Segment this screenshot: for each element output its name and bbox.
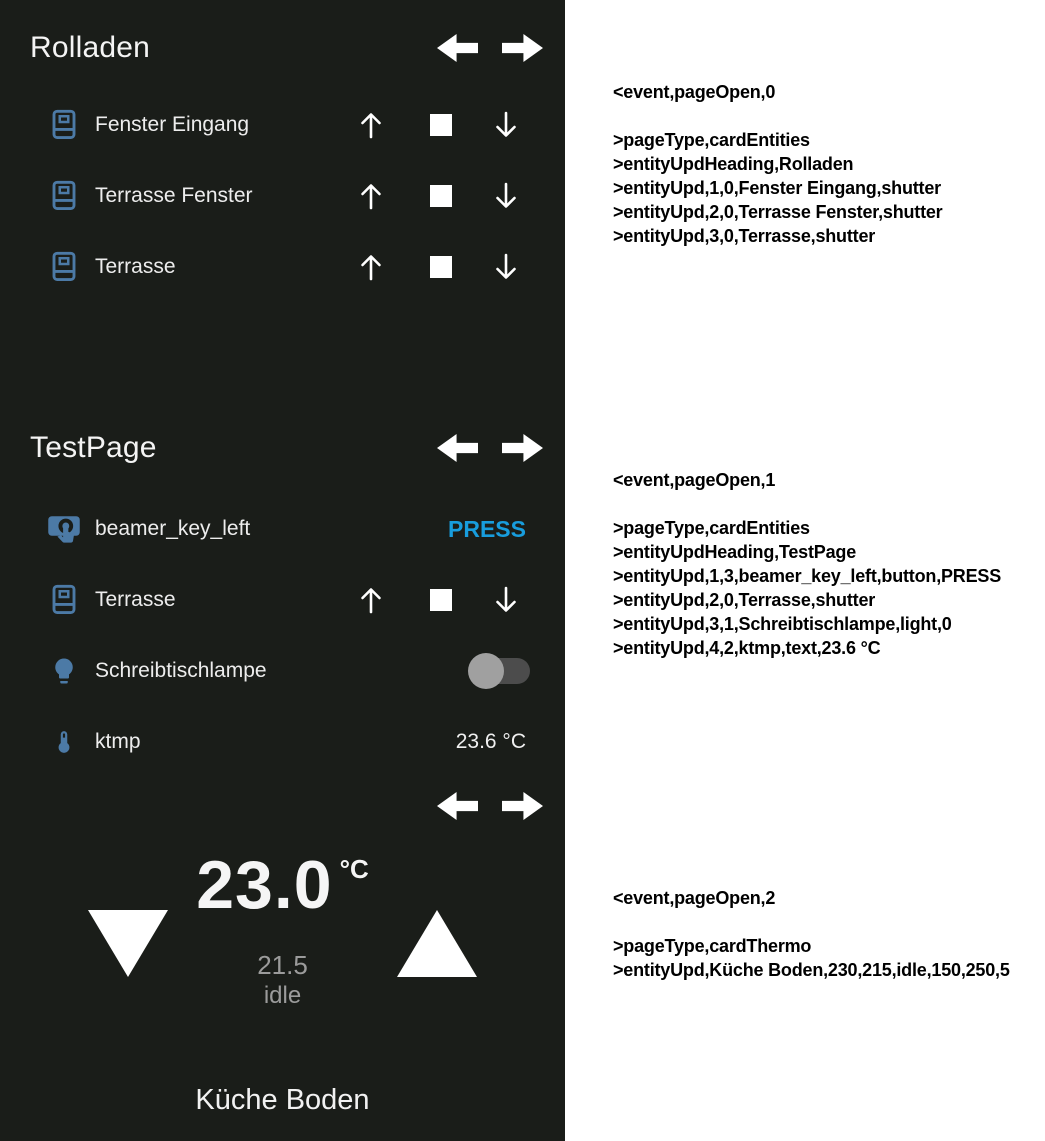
nav-right-arrow-button[interactable] (502, 431, 543, 465)
serial-log-block-page0 (613, 80, 943, 248)
current-temperature-value: 23.0 (196, 847, 333, 923)
nav-right-arrow-button[interactable] (502, 31, 543, 65)
serial-line: >entityUpd,3,1,Schreibtischlampe,light,0 (613, 614, 952, 634)
entity-row (0, 247, 565, 287)
press-button[interactable]: PRESS (448, 509, 526, 549)
card-header (30, 26, 543, 70)
nav-left-arrow-button[interactable] (437, 789, 478, 823)
serial-log-block-page2 (613, 886, 1010, 982)
target-temperature: 21.5 (257, 950, 308, 980)
temperature-unit: °C (339, 854, 369, 884)
window-shutter-icon (44, 105, 84, 145)
arrow-left-icon (437, 789, 478, 823)
arrow-left-icon (437, 31, 478, 65)
page-nav (437, 31, 543, 65)
serial-line: >entityUpd,2,0,Terrasse Fenster,shutter (613, 202, 943, 222)
entity-row (0, 105, 565, 145)
page-title: Rolladen (30, 31, 151, 64)
shutter-down-button[interactable] (484, 105, 528, 145)
serial-line: >entityUpd,1,0,Fenster Eingang,shutter (613, 178, 941, 198)
window-shutter-icon (44, 176, 84, 216)
entity-row (0, 176, 565, 216)
entity-row (0, 651, 565, 691)
serial-event-line: <event,pageOpen,2 (613, 888, 776, 908)
nav-right-arrow-button[interactable] (502, 789, 543, 823)
entity-row (0, 580, 565, 620)
shutter-up-button[interactable] (349, 105, 393, 145)
arrow-up-icon (358, 181, 384, 211)
serial-line: >entityUpd,1,3,beamer_key_left,button,PRESS (613, 566, 1002, 586)
arrow-up-icon (358, 252, 384, 282)
serial-line: >entityUpd,4,2,ktmp,text,23.6 °C (613, 638, 881, 658)
gesture-tap-button-icon (44, 509, 84, 549)
serial-line: >pageType,cardEntities (613, 518, 810, 538)
nav-left-arrow-button[interactable] (437, 431, 478, 465)
serial-line: >entityUpd,3,0,Terrasse,shutter (613, 226, 876, 246)
serial-line: >pageType,cardThermo (613, 936, 812, 956)
shutter-down-button[interactable] (484, 247, 528, 287)
lightbulb-icon (44, 651, 84, 691)
hvac-state: idle (263, 982, 302, 1009)
card-testpage (0, 400, 565, 770)
card-header (30, 426, 543, 470)
shutter-down-button[interactable] (484, 580, 528, 620)
entity-label: Terrasse Fenster (95, 184, 253, 207)
entity-label: Terrasse (95, 255, 176, 278)
light-toggle-switch[interactable] (468, 653, 530, 689)
arrow-right-icon (502, 31, 543, 65)
arrow-left-icon (437, 431, 478, 465)
entity-row (0, 722, 565, 762)
shutter-up-button[interactable] (349, 247, 393, 287)
shutter-stop-button[interactable] (419, 580, 463, 620)
entity-row (0, 509, 565, 549)
serial-log-block-page1 (613, 468, 1001, 660)
serial-line: >entityUpdHeading,TestPage (613, 542, 857, 562)
page-title: TestPage (30, 431, 157, 464)
arrow-down-icon (493, 110, 519, 140)
serial-event-line: <event,pageOpen,1 (613, 470, 776, 490)
serial-line: >pageType,cardEntities (613, 130, 810, 150)
serial-line: >entityUpd,2,0,Terrasse,shutter (613, 590, 876, 610)
thermometer-icon (44, 722, 84, 762)
stop-square-icon (430, 114, 452, 136)
arrow-right-icon (502, 431, 543, 465)
thermostat-title: Küche Boden (195, 1084, 370, 1116)
serial-line: >entityUpd,Küche Boden,230,215,idle,150,250,5 (613, 960, 1010, 980)
arrow-down-icon (493, 585, 519, 615)
entity-label: Fenster Eingang (95, 113, 250, 136)
nav-left-arrow-button[interactable] (437, 31, 478, 65)
shutter-down-button[interactable] (484, 176, 528, 216)
stop-square-icon (430, 185, 452, 207)
stop-square-icon (430, 589, 452, 611)
temperature-value: 23.6 °C (455, 730, 526, 753)
shutter-up-button[interactable] (349, 580, 393, 620)
stop-square-icon (430, 256, 452, 278)
card-thermo (0, 770, 565, 1141)
shutter-stop-button[interactable] (419, 105, 463, 145)
page-nav (437, 789, 543, 823)
shutter-up-button[interactable] (349, 176, 393, 216)
arrow-right-icon (502, 789, 543, 823)
shutter-stop-button[interactable] (419, 247, 463, 287)
arrow-down-icon (493, 181, 519, 211)
shutter-stop-button[interactable] (419, 176, 463, 216)
arrow-up-icon (358, 585, 384, 615)
window-shutter-icon (44, 580, 84, 620)
entity-label: beamer_key_left (95, 517, 251, 540)
serial-event-line: <event,pageOpen,0 (613, 82, 776, 102)
serial-line: >entityUpdHeading,Rolladen (613, 154, 854, 174)
entity-label: Schreibtischlampe (95, 659, 267, 682)
arrow-down-icon (493, 252, 519, 282)
page-nav (437, 431, 543, 465)
window-shutter-icon (44, 247, 84, 287)
entity-label: ktmp (95, 730, 141, 753)
current-temperature (0, 846, 565, 924)
entity-label: Terrasse (95, 588, 176, 611)
arrow-up-icon (358, 110, 384, 140)
card-rolladen (0, 0, 565, 400)
toggle-knob (468, 653, 504, 689)
